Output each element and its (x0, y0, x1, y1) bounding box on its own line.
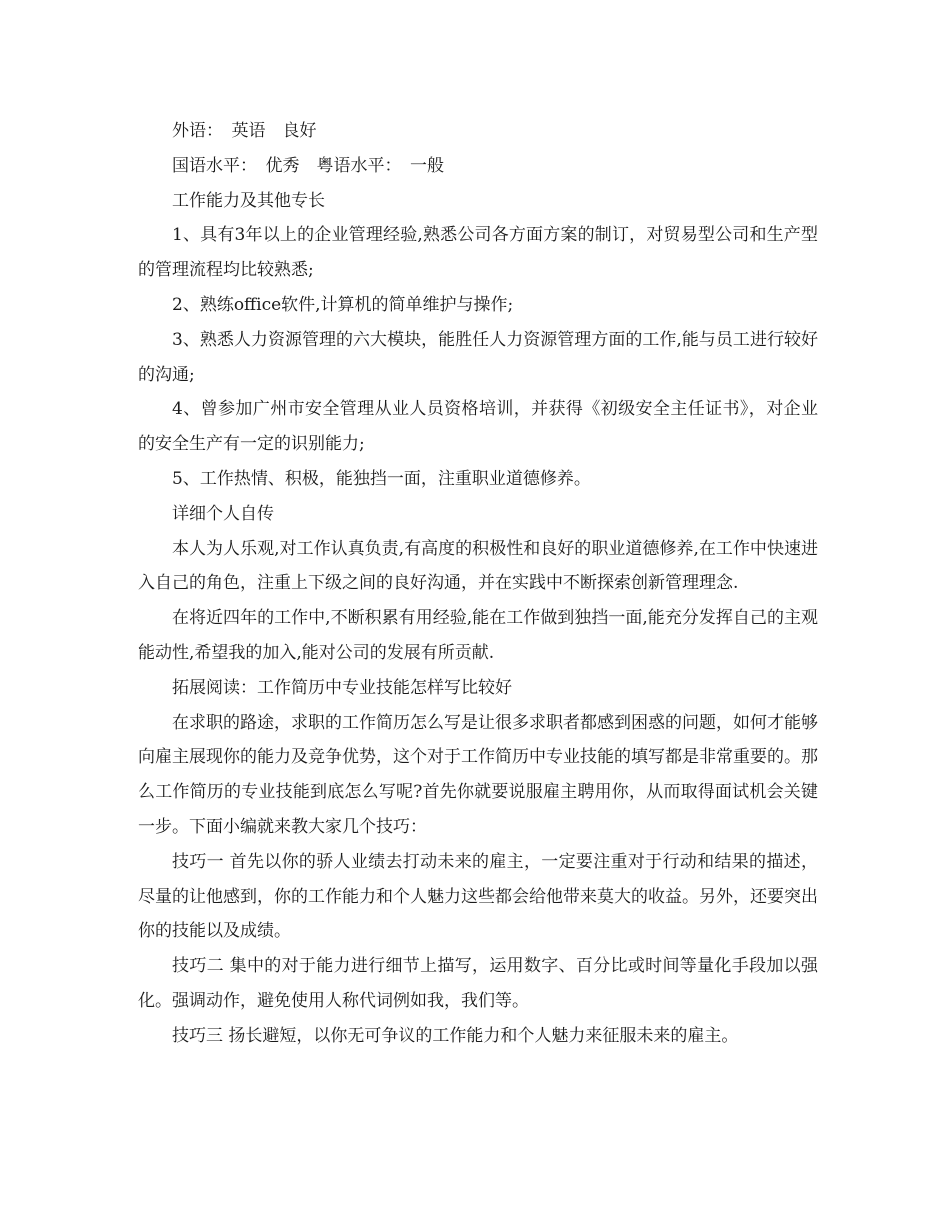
paragraph-autobiography-2: 在将近四年的工作中,不断积累有用经验,能在工作做到独挡一面,能充分发挥自己的主观能动性,希望我的加入,能对公司的发展有所贡献. (138, 608, 818, 663)
paragraph-skill-4: 4、曾参加广州市安全管理从业人员资格培训，并获得《初级安全主任证书》，对企业的安全生产有一定的识别能力; (138, 399, 818, 455)
paragraph-tip-1: 技巧一 首先以你的骄人业绩去打动未来的雇主，一定要注重对于行动和结果的描述，尽量的让他感到，你的工作能力和个人魅力这些都会给他带来莫大的收益。另外，还要突出你的技能以及成绩。 (138, 851, 818, 942)
heading-autobiography: 详细个人自传 (172, 503, 274, 524)
paragraph-autobiography-1: 本人为人乐观,对工作认真负责,有高度的积极性和良好的职业道德修养,在工作中快速进入自己的角色，注重上下级之间的良好沟通，并在实践中不断探索创新管理理念. (138, 538, 818, 594)
paragraph-skill-1: 1、具有3年以上的企业管理经验,熟悉公司各方面方案的制订，对贸易型公司和生产型的管理流程均比较熟悉; (138, 225, 818, 281)
paragraph-foreign-language: 外语： 英语 良好 (172, 121, 317, 141)
document-body (138, 114, 818, 1054)
paragraph-intro: 在求职的路途，求职的工作简历怎么写是让很多求职者都感到困惑的问题，如何才能够向雇主展现你的能力及竞争优势，这个对于工作简历中专业技能的填写都是非常重要的。那么工作简历的专业技能到底怎么写呢?首先你就要说服雇主聘用你，从而取得面试机会关键一步。下面小编就来教大家几个技巧： (138, 712, 818, 837)
paragraph-dialect-level: 国语水平： 优秀 粤语水平： 一般 (172, 155, 444, 176)
heading-extended-reading: 拓展阅读：工作简历中专业技能怎样写比较好 (172, 677, 512, 698)
paragraph-skill-2: 2、熟练office软件,计算机的简单维护与操作; (172, 294, 514, 315)
paragraph-skill-5: 5、工作热情、积极，能独挡一面，注重职业道德修养。 (172, 468, 591, 489)
paragraph-skill-3: 3、熟悉人力资源管理的六大模块，能胜任人力资源管理方面的工作,能与员工进行较好的沟通; (138, 329, 818, 385)
paragraph-tip-3: 技巧三 扬长避短，以你无可争议的工作能力和个人魅力来征服未来的雇主。 (172, 1025, 739, 1046)
heading-skills: 工作能力及其他专长 (172, 190, 325, 211)
paragraph-tip-2: 技巧二 集中的对于能力进行细节上描写，运用数字、百分比或时间等量化手段加以强化。强调动作，避免使用人称代词例如我，我们等。 (138, 956, 818, 1011)
